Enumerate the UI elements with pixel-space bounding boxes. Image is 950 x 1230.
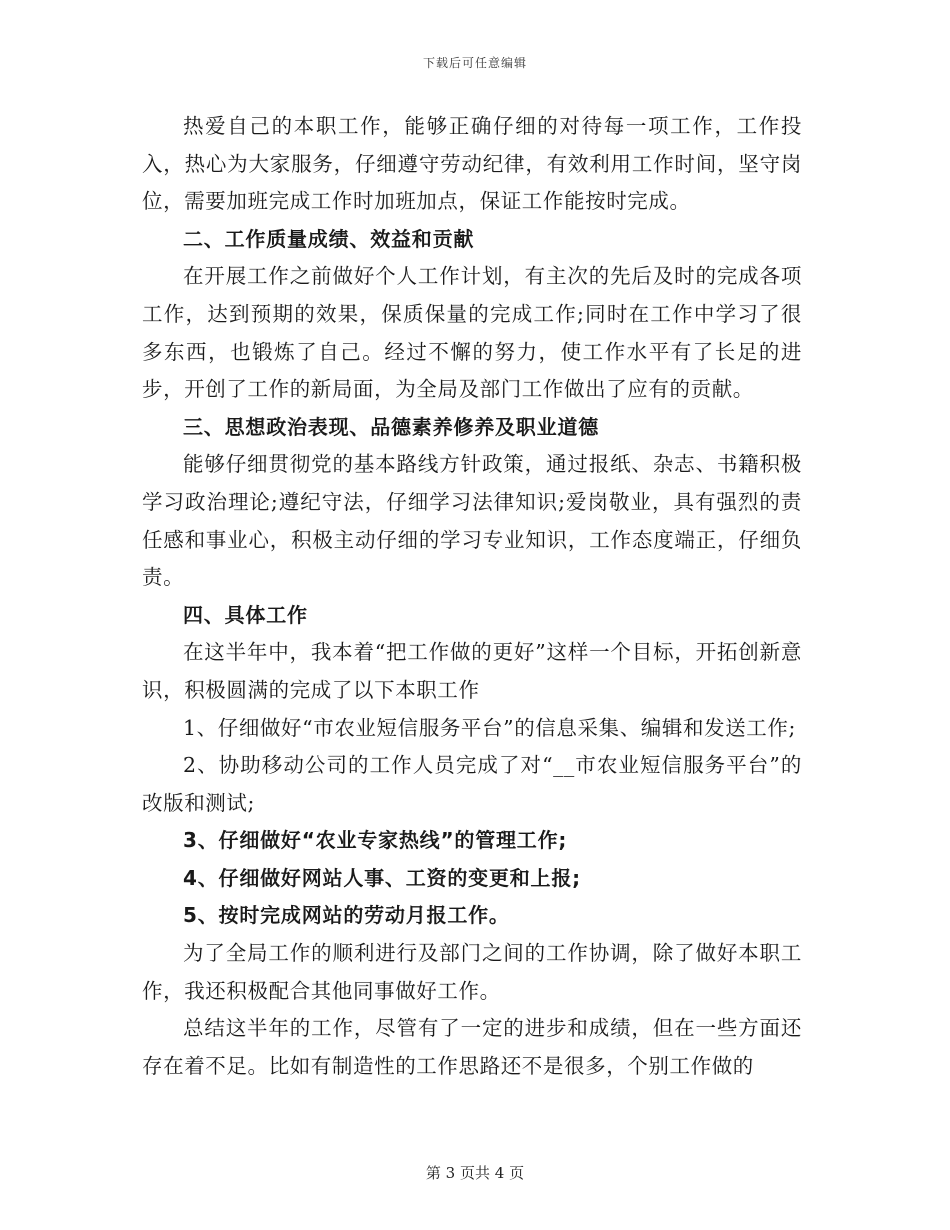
section-heading-4: 四、具体工作 bbox=[183, 602, 308, 627]
page-header: 下载后可任意编辑 bbox=[422, 56, 527, 70]
paragraph-specific-work-intro: 在这半年中，我本着“把工作做的更好”这样一个目标，开拓创新意识，积极圆满的完成了以下本职工作 bbox=[142, 640, 802, 702]
list-item-5: 5、按时完成网站的劳动月报工作。 bbox=[183, 903, 510, 928]
section-heading-2: 二、工作质量成绩、效益和贡献 bbox=[183, 226, 475, 251]
paragraph-work-attitude: 热爱自己的本职工作，能够正确仔细的对待每一项工作，工作投入，热心为大家服务，仔细遵守劳动纪律，有效利用工作时间，坚守岗位，需要加班完成工作时加班加点，保证工作能按时完成。 bbox=[142, 114, 802, 214]
list-item-3: 3、仔细做好“农业专家热线”的管理工作; bbox=[183, 828, 568, 853]
list-item-2: 2、协助移动公司的工作人员完成了对“__市农业短信服务平台”的改版和测试; bbox=[142, 753, 802, 815]
paragraph-ethics: 能够仔细贯彻党的基本路线方针政策，通过报纸、杂志、书籍积极学习政治理论;遵纪守法，仔细学习法律知识;爱岗敬业，具有强烈的责任感和事业心，积极主动仔细的学习专业知识，工作态度端正，仔细负责。 bbox=[142, 452, 802, 590]
page-number: 第 3 页共 4 页 bbox=[425, 1164, 525, 1182]
list-item-4: 4、仔细做好网站人事、工资的变更和上报; bbox=[183, 865, 581, 890]
paragraph-work-quality: 在开展工作之前做好个人工作计划，有主次的先后及时的完成各项工作，达到预期的效果，保质保量的完成工作;同时在工作中学习了很多东西，也锻炼了自己。经过不懈的努力，使工作水平有了长足的进步，开创了工作的新局面，为全局及部门工作做出了应有的贡献。 bbox=[142, 264, 802, 402]
list-item-1: 1、仔细做好“市农业短信服务平台”的信息采集、编辑和发送工作; bbox=[183, 715, 797, 740]
paragraph-summary: 总结这半年的工作，尽管有了一定的进步和成绩，但在一些方面还存在着不足。比如有制造性的工作思路还不是很多，个别工作做的 bbox=[142, 1016, 802, 1078]
document-body bbox=[142, 108, 802, 1085]
section-heading-3: 三、思想政治表现、品德素养修养及职业道德 bbox=[183, 414, 599, 439]
paragraph-cooperation: 为了全局工作的顺利进行及部门之间的工作协调，除了做好本职工作，我还积极配合其他同事做好工作。 bbox=[142, 941, 802, 1003]
